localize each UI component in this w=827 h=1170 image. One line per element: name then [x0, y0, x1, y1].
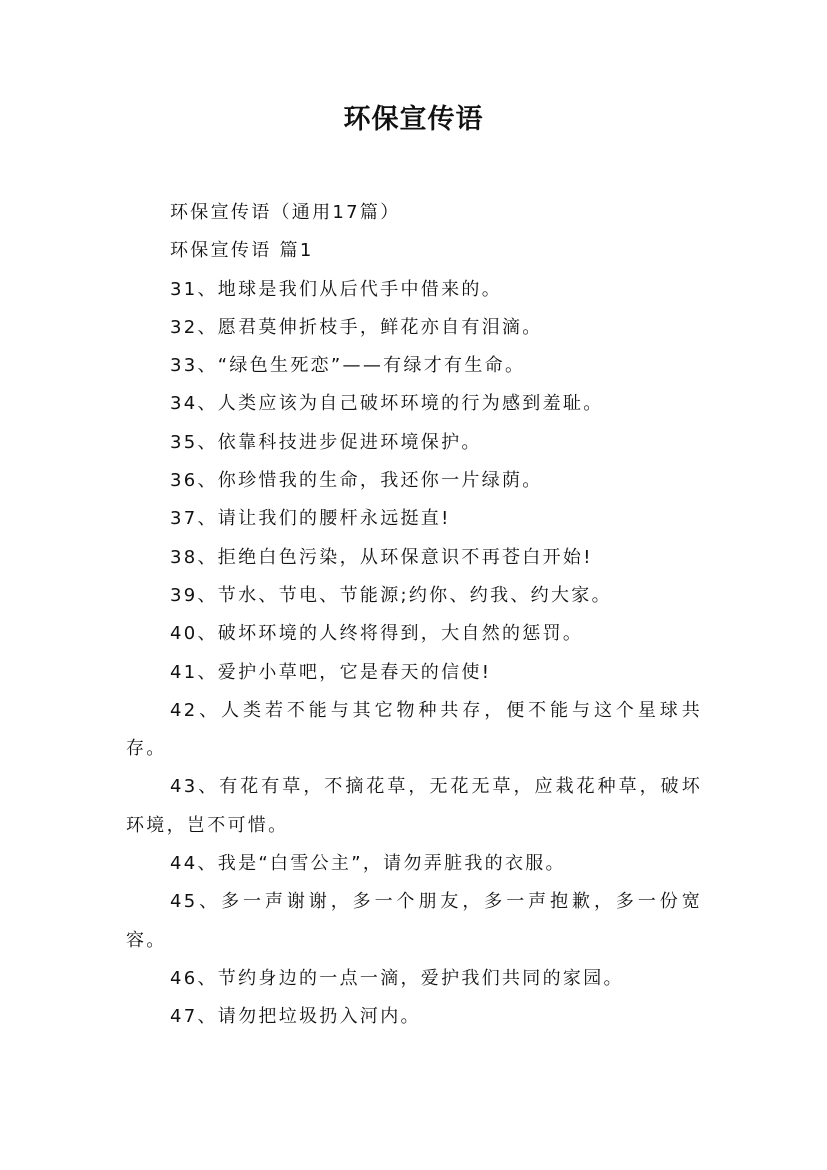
- paragraph-item-44: 44、我是“白雪公主”，请勿弄脏我的衣服。: [170, 853, 566, 875]
- paragraph-item-42: 42、人类若不能与其它物种共存，便不能与这个星球共存。: [126, 699, 702, 760]
- paragraph-item-35: 35、依靠科技进步促进环境保护。: [170, 431, 482, 453]
- paragraph-item-31: 31、地球是我们从后代手中借来的。: [170, 278, 503, 300]
- paragraph-item-37: 37、请让我们的腰杆永远挺直!: [170, 508, 451, 530]
- paragraph-section-heading: 环保宣传语 篇1: [170, 240, 314, 262]
- document-body: [126, 194, 702, 1037]
- paragraph-item-41: 41、爱护小草吧，它是春天的信使!: [170, 661, 492, 683]
- paragraph-item-32: 32、愿君莫伸折枝手，鲜花亦自有泪滴。: [170, 316, 543, 338]
- paragraph-item-33: 33、“绿色生死恋”——有绿才有生命。: [170, 355, 526, 377]
- paragraph-item-46: 46、节约身边的一点一滴，爱护我们共同的家园。: [170, 967, 624, 989]
- paragraph-item-40: 40、破坏环境的人终将得到，大自然的惩罚。: [170, 623, 584, 645]
- document-title: 环保宣传语: [343, 104, 484, 135]
- paragraph-item-39: 39、节水、节电、节能源;约你、约我、约大家。: [170, 584, 612, 606]
- paragraph-item-36: 36、你珍惜我的生命，我还你一片绿荫。: [170, 470, 543, 492]
- paragraph-intro: 环保宣传语（通用17篇）: [170, 202, 401, 223]
- paragraph-item-34: 34、人类应该为自己破坏环境的行为感到羞耻。: [170, 393, 604, 415]
- paragraph-item-38: 38、拒绝白色污染，从环保意识不再苍白开始!: [170, 546, 593, 568]
- paragraph-item-43: 43、有花有草，不摘花草，无花无草，应栽花种草，破坏环境，岂不可惜。: [126, 776, 702, 836]
- paragraph-item-47: 47、请勿把垃圾扔入河内。: [170, 1006, 421, 1028]
- paragraph-item-45: 45、多一声谢谢，多一个朋友，多一声抱歉，多一份宽容。: [126, 891, 702, 951]
